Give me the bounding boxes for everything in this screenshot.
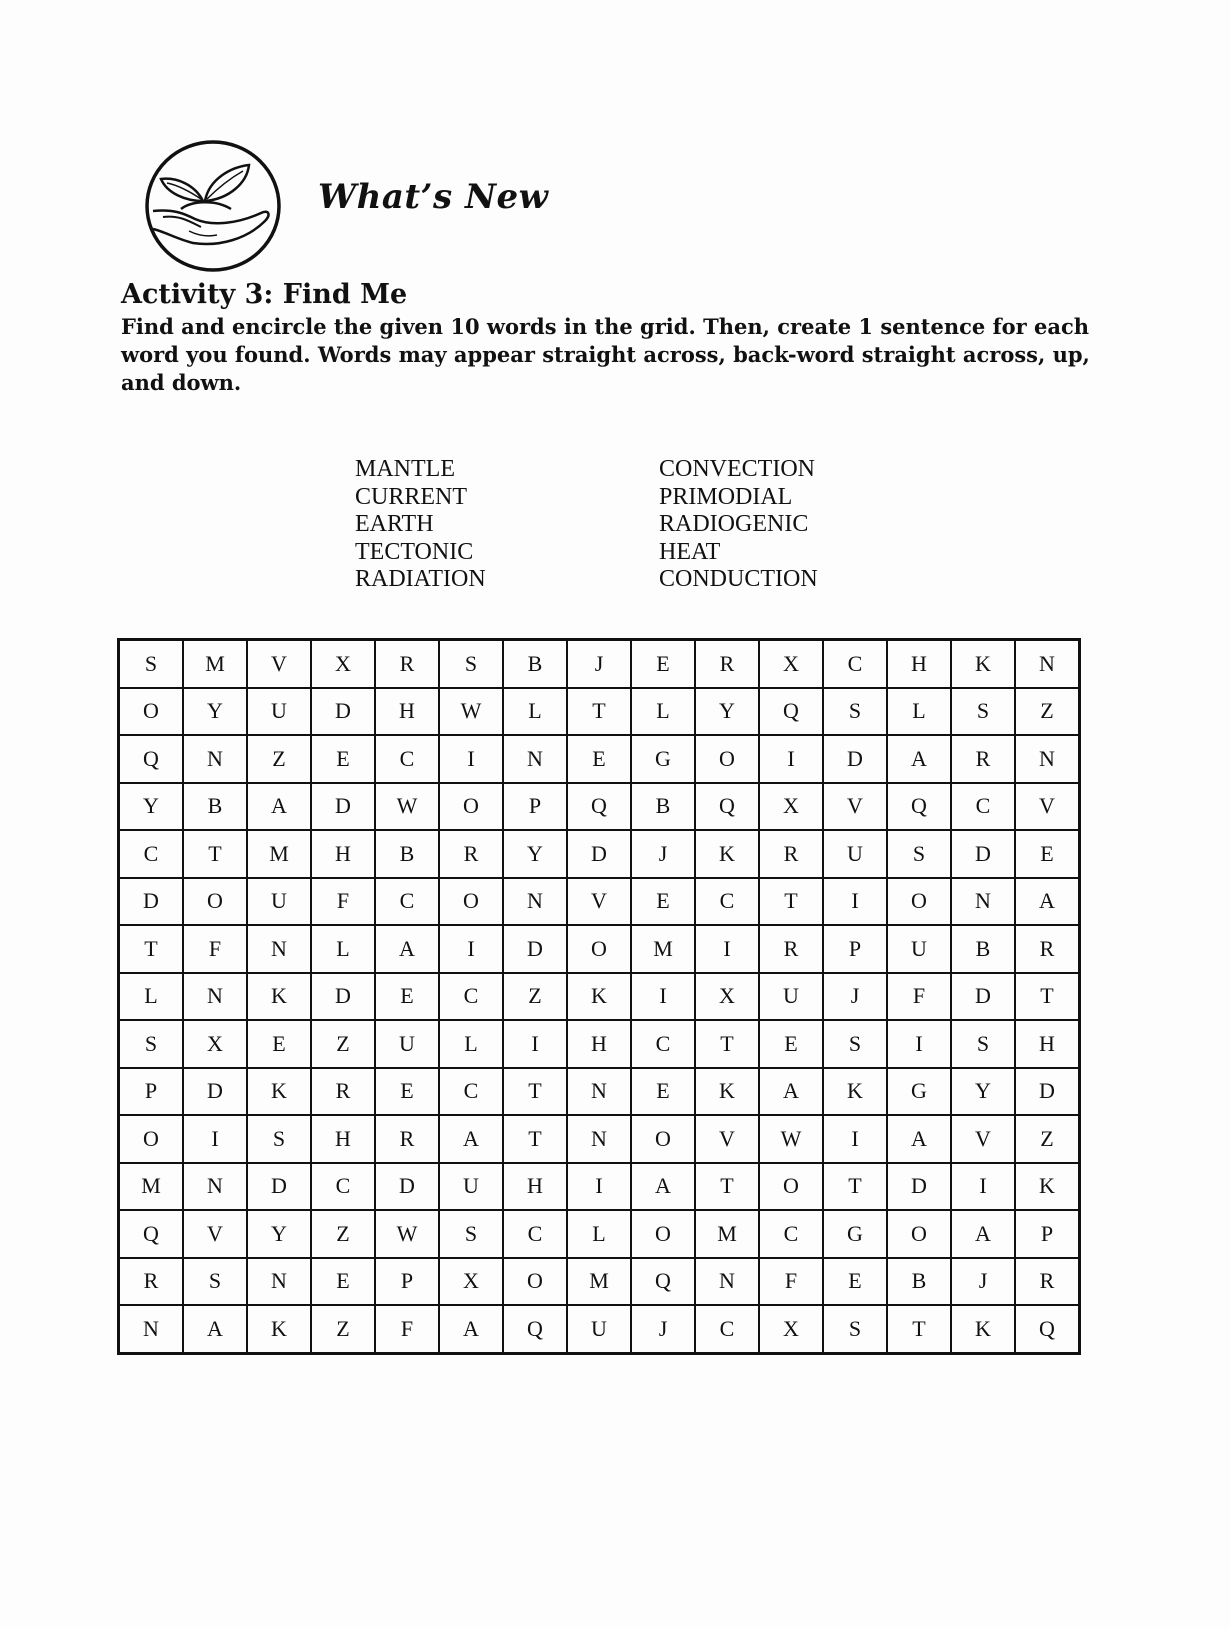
grid-cell[interactable]: N (247, 925, 311, 973)
grid-cell[interactable]: Q (567, 783, 631, 831)
grid-cell[interactable]: I (951, 1163, 1015, 1211)
grid-row (119, 1020, 1080, 1068)
grid-cell[interactable]: K (1015, 1163, 1080, 1211)
grid-cell[interactable]: T (503, 1068, 567, 1116)
grid-cell[interactable]: V (823, 783, 887, 831)
grid-cell[interactable]: C (695, 878, 759, 926)
grid-cell[interactable]: V (183, 1210, 247, 1258)
word-item: MANTLE (355, 456, 455, 482)
grid-cell[interactable]: P (823, 925, 887, 973)
grid-cell[interactable]: I (823, 1115, 887, 1163)
grid-cell[interactable]: M (119, 1163, 184, 1211)
grid-cell[interactable]: N (695, 1258, 759, 1306)
grid-cell[interactable]: U (823, 830, 887, 878)
grid-cell[interactable]: O (439, 783, 503, 831)
grid-row (119, 1115, 1080, 1163)
grid-cell[interactable]: S (951, 1020, 1015, 1068)
grid-cell[interactable]: S (183, 1258, 247, 1306)
grid-cell[interactable]: N (1015, 735, 1080, 783)
grid-cell[interactable]: C (695, 1305, 759, 1353)
grid-cell[interactable]: X (695, 973, 759, 1021)
grid-cell[interactable]: A (887, 735, 951, 783)
word-item: CURRENT (355, 483, 468, 510)
grid-cell[interactable]: Y (695, 688, 759, 736)
grid-cell[interactable]: Q (887, 783, 951, 831)
grid-cell[interactable]: C (439, 973, 503, 1021)
grid-row (119, 830, 1080, 878)
grid-cell[interactable]: T (887, 1305, 951, 1353)
grid-cell[interactable]: P (1015, 1210, 1080, 1258)
grid-cell[interactable]: U (887, 925, 951, 973)
grid-cell[interactable]: V (567, 878, 631, 926)
word-item: CONDUCTION (659, 566, 818, 592)
grid-cell[interactable]: Z (311, 1210, 375, 1258)
grid-cell[interactable]: Z (1015, 688, 1080, 736)
grid-cell[interactable]: B (375, 830, 439, 878)
grid-cell[interactable]: C (759, 1210, 823, 1258)
grid-row (119, 925, 1080, 973)
word-item: TECTONIC (355, 538, 474, 565)
grid-cell[interactable]: G (887, 1068, 951, 1116)
grid-cell[interactable]: R (695, 640, 759, 688)
grid-cell[interactable]: P (375, 1258, 439, 1306)
grid-cell[interactable]: E (375, 973, 439, 1021)
grid-cell[interactable]: Q (119, 735, 184, 783)
grid-cell[interactable]: I (439, 925, 503, 973)
grid-cell[interactable]: B (503, 640, 567, 688)
grid-cell[interactable]: I (823, 878, 887, 926)
grid-cell[interactable]: T (823, 1163, 887, 1211)
grid-cell[interactable]: T (183, 830, 247, 878)
grid-cell[interactable]: T (567, 688, 631, 736)
grid-cell[interactable]: D (951, 973, 1015, 1021)
grid-cell[interactable]: O (695, 735, 759, 783)
grid-cell[interactable]: T (759, 878, 823, 926)
grid-cell[interactable]: H (887, 640, 951, 688)
grid-cell[interactable]: C (439, 1068, 503, 1116)
grid-cell[interactable]: E (631, 878, 695, 926)
grid-cell[interactable]: O (119, 688, 184, 736)
grid-cell[interactable]: N (119, 1305, 184, 1353)
grid-cell[interactable]: S (823, 688, 887, 736)
word-search-grid (117, 638, 1081, 1355)
grid-cell[interactable]: T (119, 925, 184, 973)
grid-cell[interactable]: X (759, 1305, 823, 1353)
word-item: HEAT (659, 538, 721, 565)
grid-cell[interactable]: D (311, 973, 375, 1021)
grid-cell[interactable]: L (887, 688, 951, 736)
grid-cell[interactable]: L (567, 1210, 631, 1258)
grid-cell[interactable]: S (951, 688, 1015, 736)
grid-cell[interactable]: O (887, 1210, 951, 1258)
grid-cell[interactable]: Z (1015, 1115, 1080, 1163)
grid-cell[interactable]: R (311, 1068, 375, 1116)
grid-cell[interactable]: B (951, 925, 1015, 973)
grid-cell[interactable]: R (1015, 925, 1080, 973)
grid-cell[interactable]: J (951, 1258, 1015, 1306)
grid-cell[interactable]: S (247, 1115, 311, 1163)
word-list-left (355, 456, 486, 594)
grid-cell[interactable]: C (951, 783, 1015, 831)
grid-cell[interactable]: N (247, 1258, 311, 1306)
grid-cell[interactable]: R (375, 1115, 439, 1163)
grid-cell[interactable]: M (631, 925, 695, 973)
grid-cell[interactable]: P (119, 1068, 184, 1116)
grid-cell[interactable]: P (503, 783, 567, 831)
grid-cell[interactable]: B (631, 783, 695, 831)
grid-cell[interactable]: T (503, 1115, 567, 1163)
grid-cell[interactable]: H (311, 830, 375, 878)
grid-cell[interactable]: X (439, 1258, 503, 1306)
grid-cell[interactable]: S (887, 830, 951, 878)
grid-cell[interactable]: U (759, 973, 823, 1021)
grid-cell[interactable]: L (631, 688, 695, 736)
grid-cell[interactable]: D (119, 878, 184, 926)
grid-cell[interactable]: I (887, 1020, 951, 1068)
grid-cell[interactable]: I (439, 735, 503, 783)
grid-cell[interactable]: I (695, 925, 759, 973)
grid-cell[interactable]: O (759, 1163, 823, 1211)
grid-cell[interactable]: Z (247, 735, 311, 783)
grid-cell[interactable]: F (183, 925, 247, 973)
grid-cell[interactable]: K (951, 1305, 1015, 1353)
grid-cell[interactable]: G (823, 1210, 887, 1258)
grid-row (119, 878, 1080, 926)
grid-cell[interactable]: R (759, 830, 823, 878)
word-item: CONVECTION (659, 456, 815, 482)
grid-cell[interactable]: N (567, 1115, 631, 1163)
grid-cell[interactable]: A (439, 1115, 503, 1163)
grid-cell[interactable]: M (695, 1210, 759, 1258)
grid-cell[interactable]: Y (503, 830, 567, 878)
grid-cell[interactable]: C (311, 1163, 375, 1211)
grid-cell[interactable]: U (247, 688, 311, 736)
grid-cell[interactable]: I (183, 1115, 247, 1163)
grid-cell[interactable]: R (439, 830, 503, 878)
grid-cell[interactable]: Y (951, 1068, 1015, 1116)
grid-cell[interactable]: S (439, 640, 503, 688)
grid-cell[interactable]: Q (503, 1305, 567, 1353)
grid-cell[interactable]: D (503, 925, 567, 973)
grid-cell[interactable]: Y (119, 783, 184, 831)
grid-cell[interactable]: A (887, 1115, 951, 1163)
grid-cell[interactable]: D (247, 1163, 311, 1211)
grid-cell[interactable]: S (119, 1020, 184, 1068)
grid-cell[interactable]: D (311, 688, 375, 736)
grid-cell[interactable]: V (247, 640, 311, 688)
grid-cell[interactable]: O (567, 925, 631, 973)
grid-cell[interactable]: X (183, 1020, 247, 1068)
grid-cell[interactable]: Q (695, 783, 759, 831)
grid-cell[interactable]: W (759, 1115, 823, 1163)
grid-cell[interactable]: A (439, 1305, 503, 1353)
grid-cell[interactable]: E (375, 1068, 439, 1116)
grid-cell[interactable]: U (567, 1305, 631, 1353)
grid-cell[interactable]: K (951, 640, 1015, 688)
grid-cell[interactable]: R (951, 735, 1015, 783)
grid-cell[interactable]: L (503, 688, 567, 736)
grid-cell[interactable]: N (567, 1068, 631, 1116)
grid-cell[interactable]: J (823, 973, 887, 1021)
grid-cell[interactable]: U (375, 1020, 439, 1068)
grid-cell[interactable]: L (119, 973, 184, 1021)
grid-cell[interactable]: V (1015, 783, 1080, 831)
grid-cell[interactable]: N (951, 878, 1015, 926)
grid-cell[interactable]: D (375, 1163, 439, 1211)
grid-cell[interactable]: L (311, 925, 375, 973)
grid-cell[interactable]: J (567, 640, 631, 688)
grid-cell[interactable]: A (375, 925, 439, 973)
grid-cell[interactable]: S (119, 640, 184, 688)
instructions: Find and encircle the given 10 words in the grid. Then, create 1 sentence for each word you found. Words may appear straight across, back-word straight across, up, and down. (121, 314, 1090, 395)
grid-cell[interactable]: T (1015, 973, 1080, 1021)
grid-cell[interactable]: U (247, 878, 311, 926)
grid-row (119, 640, 1080, 688)
grid-cell[interactable]: Z (503, 973, 567, 1021)
grid-cell[interactable]: S (823, 1020, 887, 1068)
grid-cell[interactable]: Q (631, 1258, 695, 1306)
grid-cell[interactable]: W (375, 1210, 439, 1258)
grid-cell[interactable]: Y (247, 1210, 311, 1258)
grid-cell[interactable]: B (887, 1258, 951, 1306)
grid-cell[interactable]: O (439, 878, 503, 926)
grid-cell[interactable]: O (631, 1115, 695, 1163)
grid-cell[interactable]: S (823, 1305, 887, 1353)
grid-cell[interactable]: W (375, 783, 439, 831)
word-list-right (659, 456, 818, 594)
grid-cell[interactable]: A (631, 1163, 695, 1211)
grid-cell[interactable]: N (503, 735, 567, 783)
grid-cell[interactable]: E (823, 1258, 887, 1306)
grid-cell[interactable]: I (759, 735, 823, 783)
grid-cell[interactable]: C (375, 878, 439, 926)
grid-cell[interactable]: D (311, 783, 375, 831)
grid-cell[interactable]: E (631, 640, 695, 688)
grid-cell[interactable]: O (503, 1258, 567, 1306)
grid-cell[interactable]: R (119, 1258, 184, 1306)
grid-cell[interactable]: K (695, 1068, 759, 1116)
grid-cell[interactable]: A (951, 1210, 1015, 1258)
grid-cell[interactable]: D (183, 1068, 247, 1116)
grid-cell[interactable]: K (247, 1305, 311, 1353)
grid-cell[interactable]: N (183, 1163, 247, 1211)
grid-row (119, 1163, 1080, 1211)
grid-cell[interactable]: C (823, 640, 887, 688)
grid-cell[interactable]: S (439, 1210, 503, 1258)
grid-cell[interactable]: D (823, 735, 887, 783)
grid-row (119, 973, 1080, 1021)
word-item: RADIATION (355, 566, 486, 592)
grid-cell[interactable]: O (183, 878, 247, 926)
grid-cell[interactable]: R (759, 925, 823, 973)
grid-row (119, 1305, 1080, 1353)
grid-row (119, 688, 1080, 736)
grid-cell[interactable]: E (759, 1020, 823, 1068)
grid-cell[interactable]: J (631, 1305, 695, 1353)
grid-cell[interactable]: A (183, 1305, 247, 1353)
grid-cell[interactable]: Q (1015, 1305, 1080, 1353)
grid-cell[interactable]: M (247, 830, 311, 878)
grid-cell[interactable]: N (503, 878, 567, 926)
grid-cell[interactable]: G (631, 735, 695, 783)
grid-cell[interactable]: H (311, 1115, 375, 1163)
grid-cell[interactable]: O (119, 1115, 184, 1163)
grid-cell[interactable]: D (567, 830, 631, 878)
grid-cell[interactable]: I (631, 973, 695, 1021)
grid-cell[interactable]: E (311, 735, 375, 783)
grid-cell[interactable]: C (375, 735, 439, 783)
word-item: PRIMODIAL (659, 483, 793, 510)
grid-cell[interactable]: R (1015, 1258, 1080, 1306)
grid-cell[interactable]: E (1015, 830, 1080, 878)
grid-cell[interactable]: M (567, 1258, 631, 1306)
grid-cell[interactable]: K (823, 1068, 887, 1116)
grid-cell[interactable]: H (567, 1020, 631, 1068)
grid-cell[interactable]: K (247, 1068, 311, 1116)
grid-cell[interactable]: J (631, 830, 695, 878)
grid-cell[interactable]: E (247, 1020, 311, 1068)
grid-cell[interactable]: H (1015, 1020, 1080, 1068)
grid-cell[interactable]: A (1015, 878, 1080, 926)
grid-cell[interactable]: O (631, 1210, 695, 1258)
grid-cell[interactable]: I (503, 1020, 567, 1068)
grid-cell[interactable]: U (439, 1163, 503, 1211)
grid-cell[interactable]: B (183, 783, 247, 831)
grid-cell[interactable]: F (311, 878, 375, 926)
grid-cell[interactable]: N (183, 973, 247, 1021)
grid-cell[interactable]: K (695, 830, 759, 878)
grid-cell[interactable]: K (567, 973, 631, 1021)
grid-cell[interactable]: Z (311, 1020, 375, 1068)
grid-cell[interactable]: Y (183, 688, 247, 736)
grid-cell[interactable]: V (695, 1115, 759, 1163)
grid-cell[interactable]: R (375, 640, 439, 688)
grid-cell[interactable]: D (887, 1163, 951, 1211)
grid-cell[interactable]: X (759, 640, 823, 688)
grid-cell[interactable]: M (183, 640, 247, 688)
grid-cell[interactable]: F (375, 1305, 439, 1353)
activity-title: Activity 3: Find Me (121, 279, 408, 310)
grid-cell[interactable]: H (375, 688, 439, 736)
hand-with-seedling-icon (143, 139, 283, 274)
grid-cell[interactable]: Q (759, 688, 823, 736)
word-item: EARTH (355, 511, 434, 537)
grid-cell[interactable]: E (631, 1068, 695, 1116)
grid-cell[interactable]: T (695, 1020, 759, 1068)
grid-row (119, 1258, 1080, 1306)
grid-row (119, 1068, 1080, 1116)
grid-cell[interactable]: D (951, 830, 1015, 878)
grid-cell[interactable]: Z (311, 1305, 375, 1353)
grid-cell[interactable]: A (759, 1068, 823, 1116)
section-title: What’s New (318, 177, 549, 217)
grid-cell[interactable]: C (503, 1210, 567, 1258)
grid-cell[interactable]: H (503, 1163, 567, 1211)
grid-cell[interactable]: F (887, 973, 951, 1021)
grid-cell[interactable]: F (759, 1258, 823, 1306)
grid-cell[interactable]: K (247, 973, 311, 1021)
grid-cell[interactable]: E (311, 1258, 375, 1306)
grid-cell[interactable]: V (951, 1115, 1015, 1163)
grid-row (119, 735, 1080, 783)
grid-row (119, 1210, 1080, 1258)
grid-cell[interactable]: T (695, 1163, 759, 1211)
grid-cell[interactable]: C (119, 830, 184, 878)
grid-cell[interactable]: X (759, 783, 823, 831)
grid-cell[interactable]: E (567, 735, 631, 783)
grid-cell[interactable]: C (631, 1020, 695, 1068)
grid-cell[interactable]: D (1015, 1068, 1080, 1116)
grid-cell[interactable]: W (439, 688, 503, 736)
grid-cell[interactable]: Q (119, 1210, 184, 1258)
grid-cell[interactable]: L (439, 1020, 503, 1068)
grid-cell[interactable]: O (887, 878, 951, 926)
grid-cell[interactable]: N (183, 735, 247, 783)
word-item: RADIOGENIC (659, 511, 809, 537)
grid-cell[interactable]: I (567, 1163, 631, 1211)
grid-row (119, 783, 1080, 831)
grid-cell[interactable]: N (1015, 640, 1080, 688)
grid-cell[interactable]: X (311, 640, 375, 688)
grid-cell[interactable]: A (247, 783, 311, 831)
